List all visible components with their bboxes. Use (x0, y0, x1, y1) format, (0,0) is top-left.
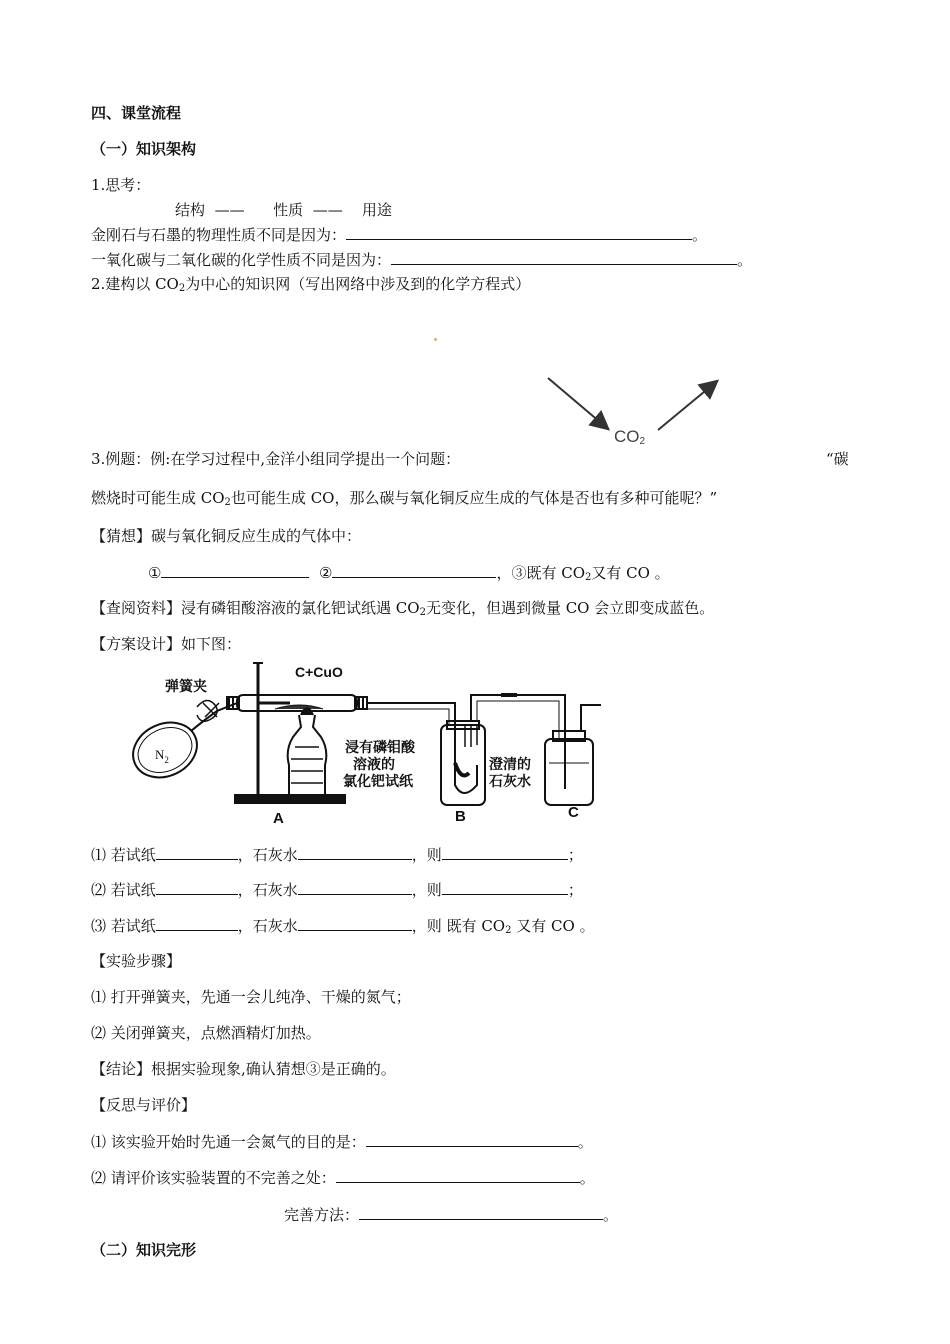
answer-blank[interactable] (156, 916, 238, 931)
q2-sub: 2 (178, 283, 186, 294)
stray-dot (434, 338, 437, 341)
guess-1: ① (148, 564, 162, 582)
q3-line2-a: 燃烧时可能生成 CO (91, 489, 225, 507)
q1-line2-end: 。 (737, 251, 753, 269)
q3-line2-sub: 2 (224, 497, 231, 508)
answer-blank[interactable] (298, 916, 412, 931)
q3-line2 (91, 488, 717, 513)
improve-text: 完善方法： (284, 1206, 360, 1224)
label-bag-sub: 2 (164, 755, 169, 765)
guess-3b: 又有 CO 。 (591, 564, 670, 582)
chain-use: 用途 (361, 201, 392, 219)
design-text: 如下图： (181, 635, 242, 653)
label-bag (155, 747, 169, 765)
label-a: A (273, 810, 284, 825)
steps-title: 【实验步骤】 (91, 952, 182, 970)
reflect-1-text: ⑴ 该实验开始时先通一会氮气的目的是： (91, 1133, 366, 1151)
answer-blank[interactable] (442, 845, 568, 860)
case-3-sub: 2 (505, 925, 512, 936)
label-bag-n: N (155, 747, 165, 762)
label-paper-3: 氯化钯试纸 (343, 774, 413, 790)
ref-text-a: 浸有磷钼酸溶液的氯化钯试纸遇 CO (181, 599, 420, 617)
reflect-1-end: 。 (577, 1133, 593, 1151)
section-title: 四、课堂流程 (91, 104, 182, 122)
answer-blank[interactable] (161, 563, 309, 578)
label-c: C (568, 804, 579, 821)
case-1-then: ，则 (411, 846, 442, 864)
case-3-end: 又有 CO 。 (511, 917, 595, 935)
design-title: 【方案设计】 (91, 635, 182, 653)
guess-3a: ，③既有 CO (496, 564, 585, 582)
answer-blank[interactable] (336, 1168, 580, 1183)
answer-blank[interactable] (359, 1205, 603, 1220)
q1-line2-text: 一氧化碳与二氧化碳的化学性质不同是因为： (91, 251, 392, 269)
q3-line2-b: 也可能生成 CO，那么碳与氧化铜反应生成的气体是否也有多种可能呢？” (230, 489, 718, 507)
co2-network-diagram (540, 370, 760, 460)
q1-chain (175, 200, 392, 220)
label-lime-1: 澄清的 (489, 757, 531, 773)
q1-line1-end: 。 (692, 226, 708, 244)
design-line (91, 634, 241, 654)
label-clamp: 弹簧夹 (165, 679, 207, 695)
ref-title: 【查阅资料】 (91, 599, 182, 617)
q2-text-a: 2.建构以 CO (91, 275, 179, 293)
answer-blank[interactable] (391, 250, 737, 265)
ref-text-b: 无变化，但遇到微量 CO 会立即变成蓝色。 (425, 599, 715, 617)
reference-line (91, 598, 714, 623)
improve-line (284, 1205, 618, 1225)
step-2: ⑵ 关闭弹簧夹，点燃酒精灯加热。 (91, 1024, 321, 1042)
case-1-end: ； (567, 846, 583, 864)
co2-label-sub: 2 (639, 436, 646, 447)
arrow-out-of-co2 (658, 382, 716, 430)
guess-text: 碳与氧化铜反应生成的气体中： (151, 527, 362, 545)
case-3-num: ⑶ 若试纸 (91, 917, 156, 935)
answer-blank[interactable] (332, 563, 496, 578)
case-3-mid: ，石灰水 (237, 917, 298, 935)
q2-text (91, 274, 530, 299)
improve-end: 。 (603, 1206, 619, 1224)
label-lime-2: 石灰水 (489, 774, 531, 790)
chain-dash-2: —— (312, 201, 343, 219)
conclusion-text: 根据实验现象,确认猜想③是正确的。 (151, 1060, 396, 1078)
co2-node-label (614, 427, 645, 452)
case-2-mid: ，石灰水 (237, 881, 298, 899)
answer-blank[interactable] (346, 225, 692, 240)
q2-text-b: 为中心的知识网（写出网络中涉及到的化学方程式） (185, 275, 531, 293)
label-paper-1: 浸有磷钼酸 (345, 740, 415, 756)
chain-structure: 结构 (175, 201, 206, 219)
answer-blank[interactable] (366, 1132, 578, 1147)
nitrogen-bag (125, 712, 206, 787)
reflect-1 (91, 1132, 593, 1152)
conclusion-title: 【结论】 (91, 1060, 152, 1078)
case-2-end: ； (567, 881, 583, 899)
q1-line2 (91, 250, 752, 270)
case-row-1 (91, 845, 583, 865)
reflect-2 (91, 1168, 595, 1188)
arrow-into-co2 (548, 378, 607, 428)
subsection-title-2: （二）知识完形 (91, 1241, 197, 1259)
q1-label: 1.思考： (91, 176, 151, 194)
guess-3-sub: 2 (585, 572, 592, 583)
q1-line1-text: 金刚石与石墨的物理性质不同是因为： (91, 226, 347, 244)
case-2-then: ，则 (411, 881, 442, 899)
flame (301, 708, 313, 715)
chain-property: 性质 (273, 201, 304, 219)
case-row-3 (91, 916, 595, 941)
ref-sub: 2 (419, 607, 426, 618)
label-b: B (455, 808, 466, 825)
q1-line1 (91, 225, 707, 245)
answer-blank[interactable] (442, 880, 568, 895)
guess-options (148, 563, 670, 588)
reflect-2-end: 。 (579, 1169, 595, 1187)
conclusion-line (91, 1059, 396, 1079)
case-3-then: ，则 既有 CO (411, 917, 506, 935)
co2-label-text: CO (614, 427, 640, 446)
reflect-2-text: ⑵ 请评价该实验装置的不完善之处： (91, 1169, 336, 1187)
stand-base (235, 795, 345, 803)
q3-intro: 3.例题：例:在学习过程中,金洋小组同学提出一个问题： (91, 450, 461, 468)
chain-dash-1: —— (214, 201, 245, 219)
answer-blank[interactable] (298, 880, 412, 895)
guess-title: 【猜想】 (91, 527, 152, 545)
subsection-title-1: （一）知识架构 (91, 140, 197, 158)
outlet-tube-to-b (367, 703, 455, 725)
case-1-mid: ，石灰水 (237, 846, 298, 864)
guess-2: ② (319, 564, 333, 582)
answer-blank[interactable] (298, 845, 412, 860)
bottle-c (545, 739, 593, 805)
label-reactants: C+CuO (295, 664, 343, 680)
answer-blank[interactable] (156, 845, 238, 860)
step-1: ⑴ 打开弹簧夹，先通一会儿纯净、干燥的氮气； (91, 988, 411, 1006)
answer-blank[interactable] (156, 880, 238, 895)
apparatus-figure (125, 655, 615, 825)
case-1-num: ⑴ 若试纸 (91, 846, 156, 864)
label-paper-2: 溶液的 (353, 757, 395, 773)
q3-quote-start: “碳 (826, 450, 849, 468)
case-2-num: ⑵ 若试纸 (91, 881, 156, 899)
reflect-title: 【反思与评价】 (91, 1096, 197, 1114)
case-row-2 (91, 880, 583, 900)
guess-line (91, 526, 361, 546)
exhaust-tube (581, 705, 601, 731)
